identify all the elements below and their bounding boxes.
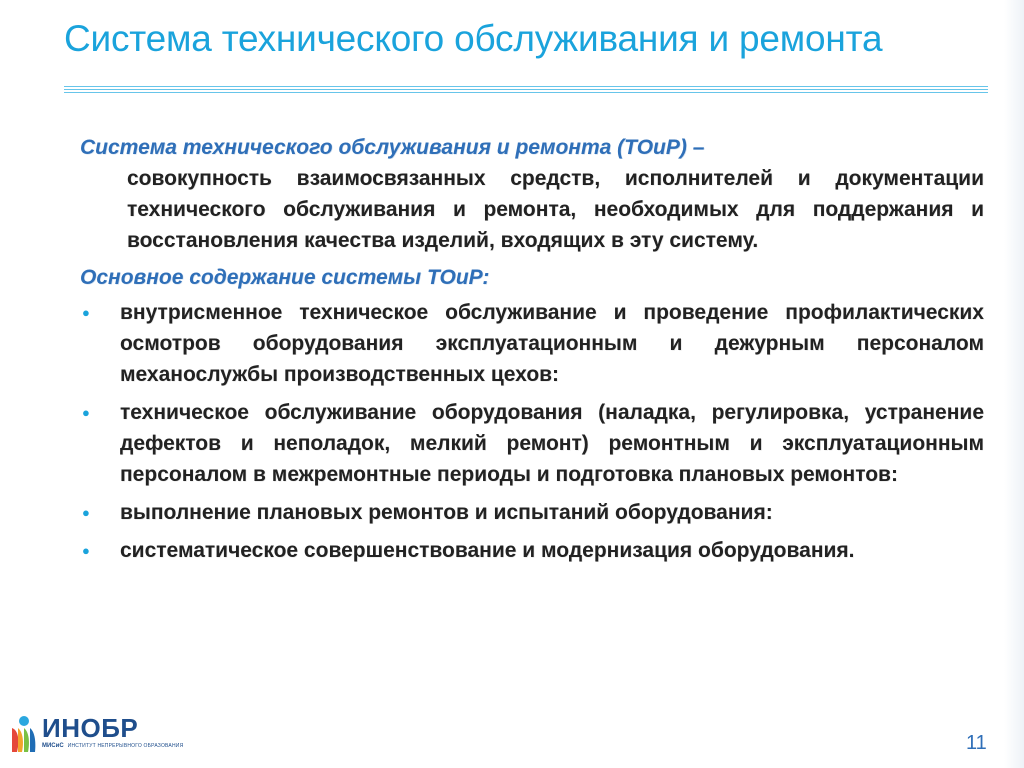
bullet-dot-icon: ● [82, 543, 90, 558]
bullet-item [80, 297, 984, 390]
bullet-item [80, 535, 984, 566]
bullet-list [80, 297, 984, 566]
logo-subline [42, 743, 183, 749]
page-number: 11 [966, 732, 987, 754]
bullet-dot-icon: ● [82, 305, 90, 320]
definition-text: совокупность взаимосвязанных средств, исполнителей и документации технического обслуживания и ремонта, необходимых для поддержания и восстановления качества изделий, входящих в эту систему. [127, 167, 984, 252]
bullet-dot-icon: ● [82, 505, 90, 520]
logo-name: ИНОБР [42, 713, 139, 743]
bullet-text: внутрисменное техническое обслуживание и проведение профилактических осмотров оборудования эксплуатационным и дежурным персоналом механослужбы производственных цехов: [120, 301, 984, 386]
content-heading: Основное содержание системы ТОиР: [80, 266, 490, 289]
logo-caption: ИНСТИТУТ НЕПРЕРЫВНОГО ОБРАЗОВАНИЯ [67, 743, 184, 749]
logo-sub: МИСиС [42, 743, 64, 749]
bullet-text: техническое обслуживание оборудования (наладка, регулировка, устранение дефектов и неполадок, мелкий ремонт) ремонтным и эксплуатационным персоналом в межремонтные периоды и подготовка плановых ремонтов: [120, 401, 984, 486]
bullet-item [80, 497, 984, 528]
logo-text [42, 714, 183, 749]
bullet-item [80, 397, 984, 490]
bullet-dot-icon: ● [82, 405, 90, 420]
inobr-logo [8, 714, 183, 754]
definition-heading: Система технического обслуживания и ремонта (ТОиР) – [80, 136, 705, 159]
inobr-logo-mark-icon [8, 714, 40, 754]
slide-body [80, 132, 984, 573]
bullet-text: выполнение плановых ремонтов и испытаний оборудования: [120, 501, 773, 524]
bullet-text: систематическое совершенствование и модернизация оборудования. [120, 539, 855, 562]
slide-edge-shadow [1004, 0, 1024, 768]
title-divider [64, 86, 988, 93]
slide-title: Система технического обслуживания и ремонта [64, 18, 883, 59]
